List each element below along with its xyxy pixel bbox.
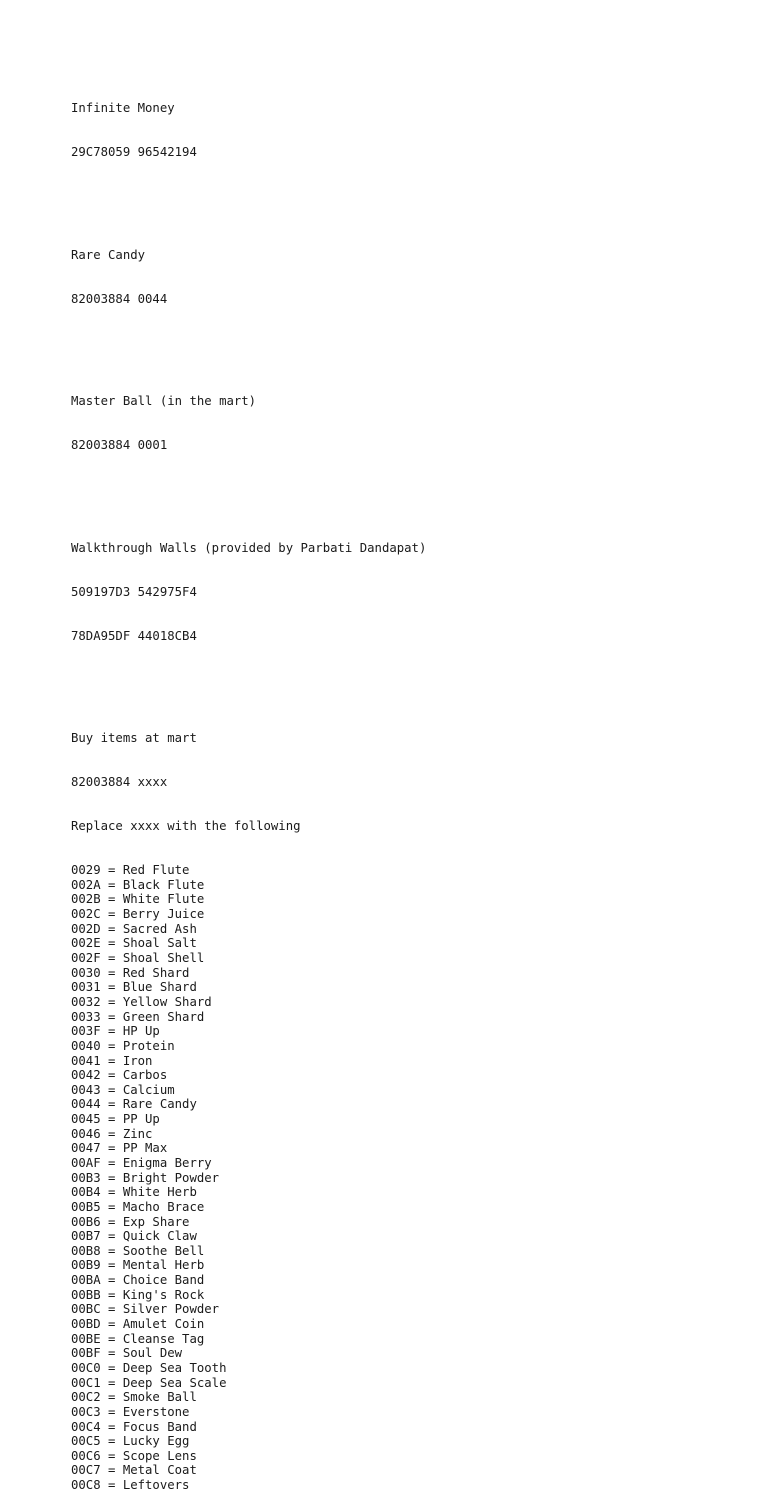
item-code-row: 0046 = Zinc (71, 1126, 153, 1141)
item-code-row: 0029 = Red Flute (71, 863, 190, 878)
item-code-row: 00BD = Amulet Coin (71, 1317, 205, 1332)
item-code-row: 00BF = Soul Dew (71, 1346, 183, 1361)
item-code-row: 002E = Shoal Salt (71, 936, 197, 951)
blank-line (71, 189, 426, 204)
blank-line (71, 673, 426, 688)
item-code-row: 00B3 = Bright Powder (71, 1170, 220, 1185)
item-code-row: 002A = Black Flute (71, 877, 205, 892)
item-code-row: 00BE = Cleanse Tag (71, 1331, 205, 1346)
buy-items-title: Buy items at mart (71, 731, 197, 746)
item-code-row: 00B5 = Macho Brace (71, 1199, 205, 1214)
item-code-row: 00AF = Enigma Berry (71, 1156, 212, 1170)
cheat-code-document (71, 72, 426, 1507)
item-code-row: 00BA = Choice Band (71, 1273, 205, 1288)
item-code-row: 0044 = Rare Candy (71, 1097, 197, 1112)
walk-through-walls-code-2: 78DA95DF 44018CB4 (71, 628, 197, 643)
item-code-row: 003F = HP Up (71, 1024, 160, 1039)
buy-items-instruction: Replace xxxx with the following (71, 819, 301, 834)
item-code-row: 002F = Shoal Shell (71, 951, 205, 966)
item-code-row: 0032 = Yellow Shard (71, 994, 212, 1009)
item-code-row: 0042 = Carbos (71, 1068, 168, 1083)
buy-items-code: 82003884 xxxx (71, 775, 168, 790)
item-code-row: 00BB = King's Rock (71, 1287, 205, 1302)
walk-through-walls-title: Walkthrough Walls (provided by Parbati Dandapat) (71, 540, 427, 555)
blank-line (71, 482, 426, 497)
item-code-row: 0045 = PP Up (71, 1112, 160, 1127)
walk-through-walls-code-1: 509197D3 542975F4 (71, 584, 197, 599)
item-code-row: 002B = White Flute (71, 892, 205, 907)
item-code-row: 0031 = Blue Shard (71, 980, 197, 995)
item-code-list (71, 863, 426, 1493)
item-code-row: 00B7 = Quick Claw (71, 1229, 197, 1244)
item-code-row: 0030 = Red Shard (71, 965, 190, 980)
item-code-row: 00C0 = Deep Sea Tooth (71, 1360, 227, 1375)
blank-line (71, 336, 426, 351)
item-code-row: 00C2 = Smoke Ball (71, 1390, 197, 1405)
item-code-row: 0041 = Iron (71, 1053, 153, 1068)
item-code-row: 00C4 = Focus Band (71, 1419, 197, 1434)
item-code-row: 00C3 = Everstone (71, 1404, 190, 1419)
item-code-row: 002C = Berry Juice (71, 907, 205, 922)
item-code-row: 00C8 = Leftovers (71, 1478, 190, 1493)
item-code-row: 00B9 = Mental Herb (71, 1258, 205, 1273)
item-code-row: 0047 = PP Max (71, 1141, 168, 1156)
item-code-row: 0040 = Protein (71, 1038, 175, 1053)
rare-candy-title: Rare Candy (71, 247, 146, 262)
item-code-row: 00C6 = Scope Lens (71, 1448, 197, 1463)
item-code-row: 00B4 = White Herb (71, 1185, 197, 1200)
item-code-row: 0043 = Calcium (71, 1082, 175, 1097)
item-code-row: 002D = Sacred Ash (71, 921, 197, 936)
item-code-row: 00B6 = Exp Share (71, 1214, 190, 1229)
master-ball-code: 82003884 0001 (71, 438, 168, 453)
master-ball-title: Master Ball (in the mart) (71, 394, 257, 409)
infinite-money-code: 29C78059 96542194 (71, 145, 197, 160)
item-code-row: 00C1 = Deep Sea Scale (71, 1375, 227, 1390)
item-code-row: 00B8 = Soothe Bell (71, 1243, 205, 1258)
infinite-money-title: Infinite Money (71, 101, 175, 116)
item-code-row: 00C7 = Metal Coat (71, 1463, 197, 1478)
item-code-row: 0033 = Green Shard (71, 1009, 205, 1024)
rare-candy-code: 82003884 0044 (71, 291, 168, 306)
item-code-row: 00C5 = Lucky Egg (71, 1434, 190, 1449)
item-code-row: 00BC = Silver Powder (71, 1302, 220, 1317)
